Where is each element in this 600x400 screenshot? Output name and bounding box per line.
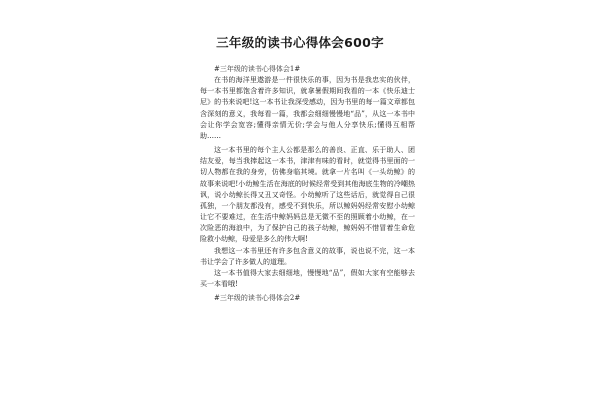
paragraph: 这一本书里的每个主人公都是那么的善良、正直、乐于助人、团结友爱，每当我捧起这一本书，津津有味的看时，就觉得书里面的一切人物都在我的身旁，仿佛身临其境。就拿一片名叫《一头幼鲸》的故事来说吧!小幼鲸生活在海底的时候经常受到其他海底生物的冷嘲热讽，说小幼鲸长得又丑又奇怪。小幼鲸听了这些话后，就觉得自己很孤独，一个朋友都没有，感受不到快乐，所以鲸妈妈经常安慰小幼鲸让它不要难过，在生活中鲸妈妈总是无微不至的照顾着小幼鲸，在一次险恶的海浪中，为了保护自己的孩子幼鲸，鲸妈妈不惜冒着生命危险救小幼鲸，母爱是多么的伟大啊! xyxy=(200,146,415,244)
paragraph: 在书的海洋里遨游是一件很快乐的事，因为书是我忠实的伙伴，每一本书里都饱含着许多知识，就拿暑假期间我看的一本《快乐迪士尼》的书来说吧!这一本书让我深受感动，因为书里的每一篇文章都包含深刻的意义，我每看一篇，我都会细细慢慢地“品”，从这一本书中会让你学会宽容;懂得亲情无价;学会与他人分享快乐;懂得互相帮助…… xyxy=(200,76,415,140)
page-title: 三年级的读书心得体会600字 xyxy=(216,35,384,50)
section-heading: #三年级的读书心得体会2# xyxy=(214,294,301,303)
paragraph: 我想这一本书里还有许多包含意义的故事，说也说不完，这一本书让学会了许多做人的道理。 xyxy=(200,246,415,266)
paragraph: 这一本书值得大家去细细地，慢慢地“品”，假如大家有空能够去买一本看哦! xyxy=(200,268,415,288)
section-heading: #三年级的读书心得体会1# xyxy=(214,65,301,73)
article-body xyxy=(200,64,415,304)
